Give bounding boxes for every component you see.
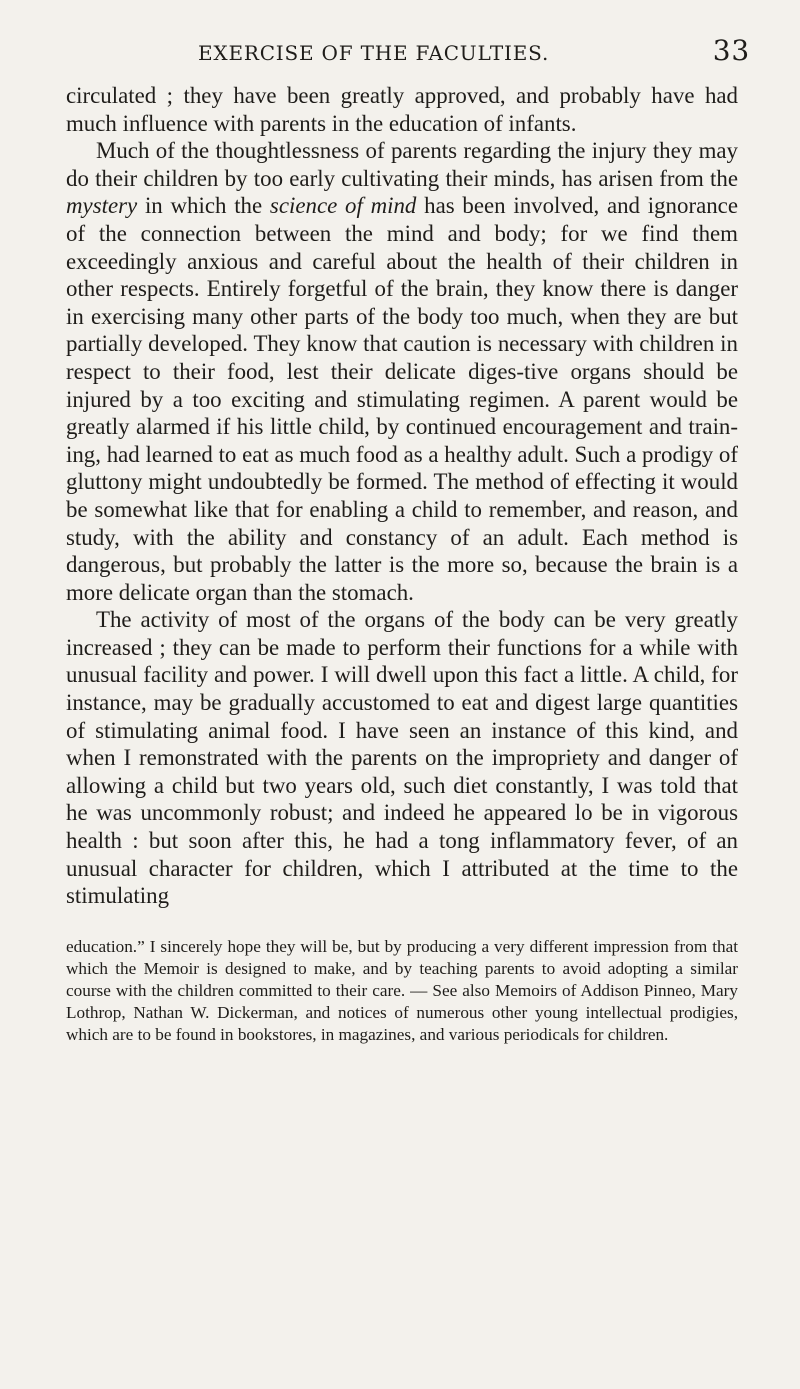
- emphasis-mystery: mystery: [66, 193, 138, 219]
- paragraph-1: circulated ; they have been greatly approved, and probably have had much influence with parents in the education of infants.: [66, 83, 738, 136]
- page-number: 33: [712, 34, 750, 67]
- paragraph-2: [66, 137, 738, 606]
- paragraph-2-part-c: has been involved, and ignorance of the connection between the mind and body; for we find them exceedingly anxious and careful about the health of their children in other respects. Entirely forgetful of the brain, they know there is danger in exercising many other parts of the body too much, when they are but partially developed. They know that caution is necessary with children in respect to their food, lest their delicate diges-tive organs should be injured by a too exciting and stimulating regimen. A parent would be greatly alarmed if his little child, by continued encouragement and train-ing, had learned to eat as much food as a healthy adult. Such a prodigy of gluttony might undoubtedly be formed. The method of effecting it would be somewhat like that for enabling a child to remember, and reason, and study, with the ability and constancy of an adult. Each method is dangerous, but probably the latter is the more so, because the brain is a more delicate organ than the stomach.: [66, 193, 738, 605]
- main-text: [66, 82, 738, 910]
- paragraph-2-part-b: in which the: [137, 193, 270, 219]
- paragraph-2-part-a: Much of the thoughtlessness of parents regarding the injury they may do their children by too early cultivating their minds, has arisen from the: [66, 138, 738, 191]
- emphasis-science-of-mind: science of mind: [269, 193, 417, 219]
- page-header: [58, 34, 750, 68]
- running-head: EXERCISE OF THE FACULTIES.: [198, 41, 550, 65]
- footnote-text: education.” I sincerely hope they will be, but by producing a very different impression from that which the Memoir is designed to make, and by teaching parents to avoid adopting a similar course with the children committed to their care. — See also Memoirs of Addison Pinneo, Mary Lothrop, Nathan W. Dickerman, and notices of numerous other young intellectual prodigies, which are to be found in bookstores, in magazines, and various periodicals for children.: [66, 936, 738, 1044]
- paragraph-3: The activity of most of the organs of the body can be very greatly increased ; they can be made to perform their functions for a while with unusual facility and power. I will dwell upon this fact a little. A child, for instance, may be gradually accustomed to eat and digest large quantities of stimulating animal food. I have seen an instance of this kind, and when I remonstrated with the parents on the impropriety and danger of allowing a child but two years old, such diet constantly, I was told that he was uncommonly robust; and indeed he appeared lo be in vigorous health : but soon after this, he had a tong inflammatory fever, of an unusual character for children, which I attributed at the time to the stimulating: [66, 607, 738, 909]
- footnote: [66, 936, 738, 1046]
